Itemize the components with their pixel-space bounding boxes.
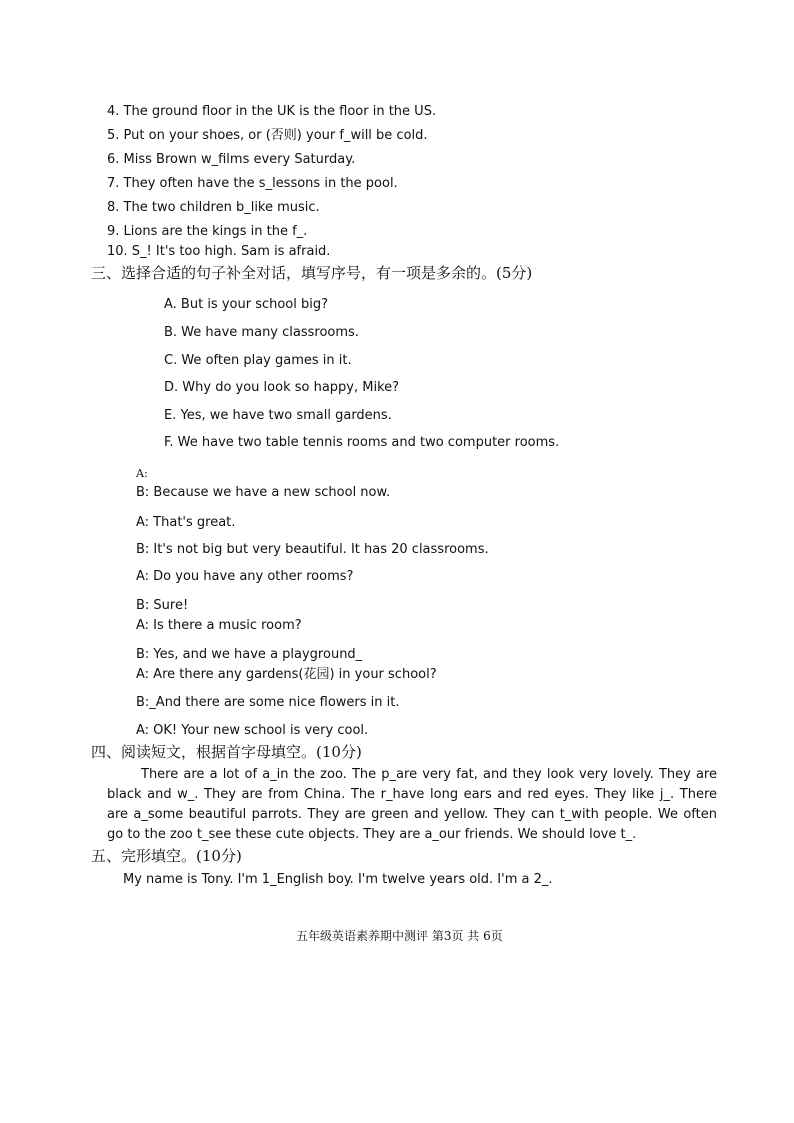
- dialogue-line-3: A: That's great.: [136, 515, 236, 530]
- option-c: C. We often play games in it.: [164, 353, 352, 368]
- option-f: F. We have two table tennis rooms and two computer rooms.: [164, 435, 560, 450]
- option-a: A. But is your school big?: [164, 297, 329, 312]
- dialogue-line-1: A:: [136, 467, 148, 480]
- option-d: D. Why do you look so happy, Mike?: [164, 380, 400, 395]
- section5-heading: 五、完形填空。(10分): [91, 847, 242, 865]
- fill-in-item-10: 10. S_! It's too high. Sam is afraid.: [107, 244, 331, 259]
- fill-in-item-9: 9. Lions are the kings in the f_.: [107, 224, 308, 239]
- page-footer: 五年级英语素养期中测评 第3页 共 6页: [296, 929, 503, 943]
- dialogue-line-6: B: Sure!: [136, 598, 189, 613]
- reading-passage: [107, 765, 717, 845]
- dialogue-line-11: A: OK! Your new school is very cool.: [136, 723, 369, 738]
- dialogue-line-7: A: Is there a music room?: [136, 618, 302, 633]
- dialogue-line-10: B:_And there are some nice flowers in it.: [136, 695, 400, 710]
- dialogue-line-8: B: Yes, and we have a playground_: [136, 647, 363, 662]
- section4-heading: 四、阅读短文，根据首字母填空。(10分): [91, 743, 362, 761]
- fill-in-item-8: 8. The two children b_like music.: [107, 200, 320, 215]
- option-b: B. We have many classrooms.: [164, 325, 359, 340]
- passage-text: There are a lot of a_in the zoo. The p_are very fat, and they look very lovely. They are black and w_. They are from China. The r_have long ears and red eyes. They like j_. There are a_some beautiful parrots. They are green and yellow. They can t_with people. We often go to the zoo t_see these cute objects. They are a_our friends. We should love t_.: [107, 767, 717, 842]
- fill-in-item-6: 6. Miss Brown w_films every Saturday.: [107, 152, 356, 167]
- dialogue-line-2: B: Because we have a new school now.: [136, 485, 391, 500]
- dialogue-line-4: B: It's not big but very beautiful. It has 20 classrooms.: [136, 542, 489, 557]
- dialogue-line-5: A: Do you have any other rooms?: [136, 569, 354, 584]
- section3-heading: 三、选择合适的句子补全对话，填写序号，有一项是多余的。(5分): [91, 264, 533, 282]
- fill-in-item-5: 5. Put on your shoes, or (否则) your f_will be cold.: [107, 128, 428, 143]
- fill-in-item-7: 7. They often have the s_lessons in the pool.: [107, 176, 398, 191]
- cloze-line-1: My name is Tony. I'm 1_English boy. I'm twelve years old. I'm a 2_.: [123, 872, 553, 887]
- dialogue-line-9: A: Are there any gardens(花园) in your school?: [136, 667, 437, 682]
- option-e: E. Yes, we have two small gardens.: [164, 408, 392, 423]
- fill-in-item-4: 4. The ground floor in the UK is the floor in the US.: [107, 104, 437, 119]
